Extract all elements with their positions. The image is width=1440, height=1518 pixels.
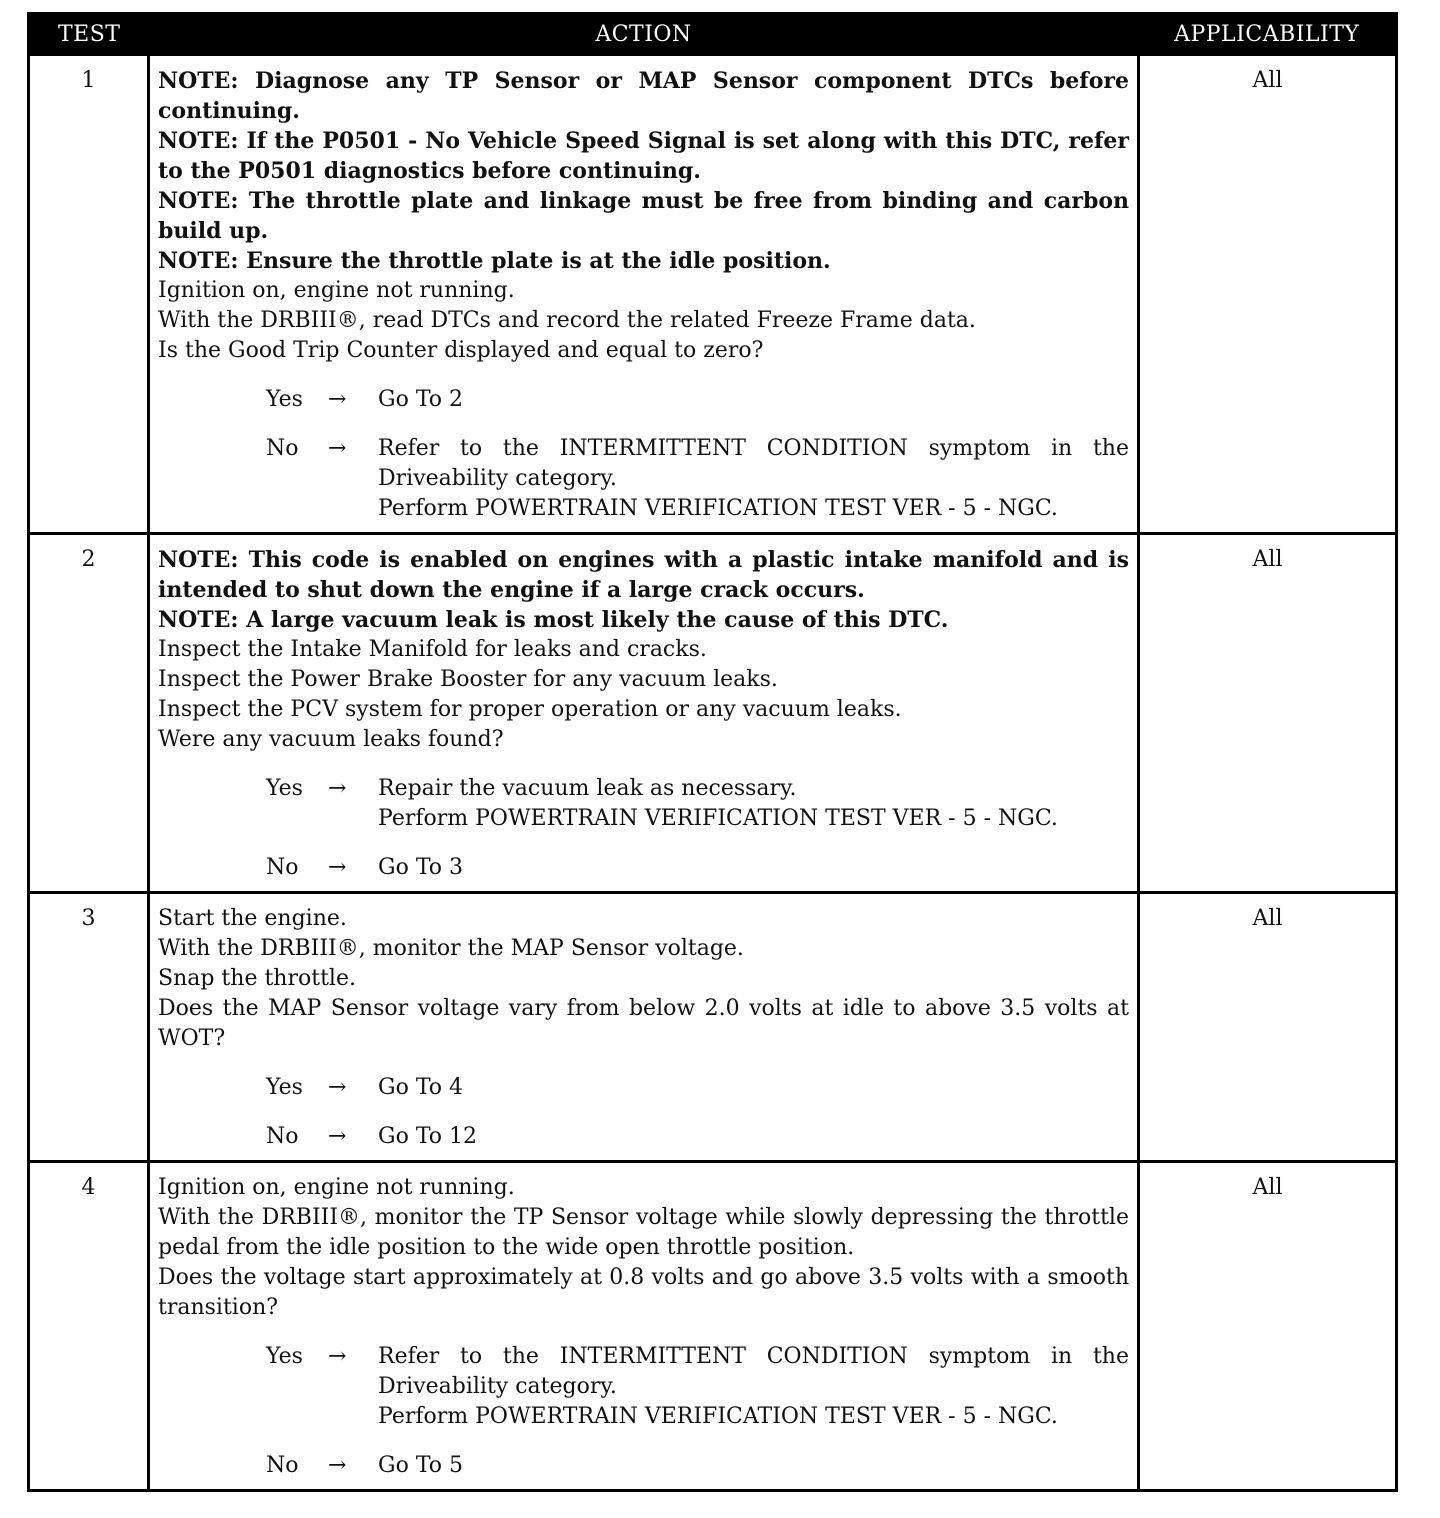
outcomes	[158, 774, 1129, 883]
outcome-no-result	[378, 1122, 1129, 1152]
arrow-icon: →	[328, 1124, 347, 1149]
step-text: Does the voltage start approximately at 0.8 volts and go above 3.5 volts with a smooth transition?	[158, 1265, 1129, 1320]
step-text: Inspect the PCV system for proper operation or any vacuum leaks.	[158, 697, 902, 722]
step-text: Inspect the Intake Manifold for leaks and cracks.	[158, 637, 707, 662]
note-text: NOTE: This code is enabled on engines with a plastic intake manifold and is intended to shut down the engine if a large crack occurs.	[158, 547, 1129, 603]
outcome-no-label: No	[266, 436, 299, 461]
note-text: NOTE: Ensure the throttle plate is at the idle position.	[158, 248, 831, 274]
table-row	[29, 55, 1397, 534]
outcome-yes	[158, 385, 1129, 415]
header-applicability: APPLICABILITY	[1139, 14, 1397, 55]
table-header-row	[29, 14, 1397, 55]
outcome-no-result	[378, 434, 1129, 524]
note-text: NOTE: If the P0501 - No Vehicle Speed Signal is set along with this DTC, refer to the P0501 diagnostics before continuing.	[158, 128, 1129, 184]
table-row	[29, 534, 1397, 893]
outcome-no-label: No	[266, 1124, 299, 1149]
outcome-no	[158, 434, 1129, 524]
applicability-value: All	[1139, 534, 1397, 893]
action-cell	[149, 55, 1139, 534]
diagnostic-test-table	[27, 12, 1398, 1492]
test-number: 1	[29, 55, 149, 534]
outcome-yes-result	[378, 1342, 1129, 1432]
result-line: Perform POWERTRAIN VERIFICATION TEST VER - 5 - NGC.	[378, 806, 1058, 831]
header-test: TEST	[29, 14, 149, 55]
outcome-no-label: No	[266, 1453, 299, 1478]
result-line: Go To 2	[378, 387, 464, 412]
outcome-yes-result	[378, 385, 1129, 415]
result-line: Refer to the INTERMITTENT CONDITION symptom in the Driveability category.	[378, 436, 1129, 491]
outcome-yes	[158, 774, 1129, 834]
outcome-no	[158, 1451, 1129, 1481]
applicability-value: All	[1139, 55, 1397, 534]
note-text: NOTE: Diagnose any TP Sensor or MAP Sensor component DTCs before continuing.	[158, 68, 1129, 124]
result-line: Go To 4	[378, 1075, 464, 1100]
arrow-icon: →	[328, 855, 347, 880]
outcome-yes-label: Yes	[266, 1344, 303, 1369]
note-text: NOTE: The throttle plate and linkage must be free from binding and carbon build up.	[158, 188, 1129, 244]
step-text: Ignition on, engine not running.	[158, 1175, 515, 1200]
result-line: Refer to the INTERMITTENT CONDITION symptom in the Driveability category.	[378, 1344, 1129, 1399]
outcomes	[158, 1073, 1129, 1152]
outcomes	[158, 1342, 1129, 1481]
action-cell	[149, 893, 1139, 1162]
test-number: 2	[29, 534, 149, 893]
outcome-no-result	[378, 1451, 1129, 1481]
step-text: Snap the throttle.	[158, 966, 356, 991]
step-text: Does the MAP Sensor voltage vary from below 2.0 volts at idle to above 3.5 volts at WOT?	[158, 996, 1129, 1051]
outcomes	[158, 385, 1129, 524]
outcome-no-result	[378, 853, 1129, 883]
arrow-icon: →	[328, 436, 347, 461]
outcome-yes-label: Yes	[266, 387, 303, 412]
note-text: NOTE: A large vacuum leak is most likely the cause of this DTC.	[158, 607, 949, 633]
action-cell	[149, 534, 1139, 893]
step-text: With the DRBIII®, monitor the MAP Sensor voltage.	[158, 936, 744, 961]
table-row	[29, 1162, 1397, 1491]
step-text: Is the Good Trip Counter displayed and equal to zero?	[158, 338, 764, 363]
outcome-no-label: No	[266, 855, 299, 880]
applicability-value: All	[1139, 1162, 1397, 1491]
step-text: Start the engine.	[158, 906, 347, 931]
arrow-icon: →	[328, 1453, 347, 1478]
result-line: Perform POWERTRAIN VERIFICATION TEST VER - 5 - NGC.	[378, 496, 1058, 521]
arrow-icon: →	[328, 776, 347, 801]
result-line: Go To 3	[378, 855, 464, 880]
step-text: With the DRBIII®, read DTCs and record the related Freeze Frame data.	[158, 308, 976, 333]
result-line: Go To 12	[378, 1124, 478, 1149]
step-text: With the DRBIII®, monitor the TP Sensor voltage while slowly depressing the throttle pedal from the idle position to the wide open throttle position.	[158, 1205, 1129, 1260]
step-text: Inspect the Power Brake Booster for any vacuum leaks.	[158, 667, 778, 692]
arrow-icon: →	[328, 1344, 347, 1369]
outcome-yes-result	[378, 774, 1129, 834]
table-row	[29, 893, 1397, 1162]
diagnostic-procedure-page	[27, 12, 1395, 1492]
result-line: Go To 5	[378, 1453, 464, 1478]
table-body	[29, 55, 1397, 1491]
result-line: Repair the vacuum leak as necessary.	[378, 776, 797, 801]
outcome-yes-result	[378, 1073, 1129, 1103]
outcome-yes-label: Yes	[266, 776, 303, 801]
applicability-value: All	[1139, 893, 1397, 1162]
arrow-icon: →	[328, 387, 347, 412]
step-text: Ignition on, engine not running.	[158, 278, 515, 303]
header-action: ACTION	[149, 14, 1139, 55]
arrow-icon: →	[328, 1075, 347, 1100]
outcome-yes-label: Yes	[266, 1075, 303, 1100]
result-line: Perform POWERTRAIN VERIFICATION TEST VER - 5 - NGC.	[378, 1404, 1058, 1429]
test-number: 4	[29, 1162, 149, 1491]
step-text: Were any vacuum leaks found?	[158, 727, 504, 752]
outcome-yes	[158, 1073, 1129, 1103]
test-number: 3	[29, 893, 149, 1162]
outcome-no	[158, 853, 1129, 883]
outcome-yes	[158, 1342, 1129, 1432]
outcome-no	[158, 1122, 1129, 1152]
action-cell	[149, 1162, 1139, 1491]
